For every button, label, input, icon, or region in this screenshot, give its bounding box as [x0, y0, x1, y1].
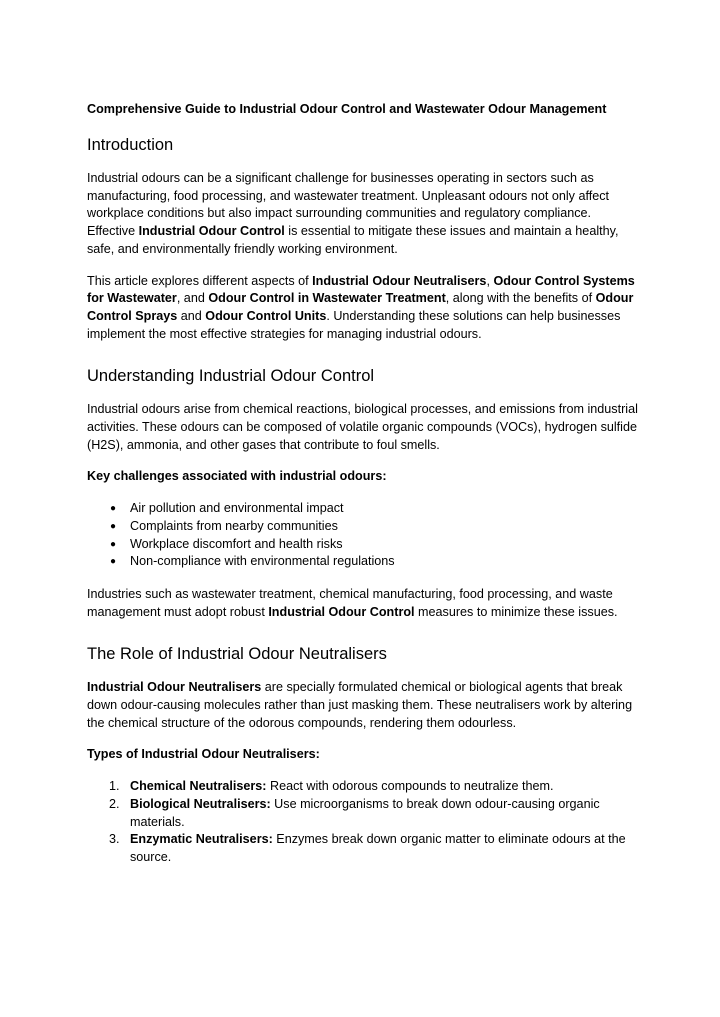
- type-name: Chemical Neutralisers:: [130, 779, 267, 794]
- text-run: Industrial odours can be a significant challenge for businesses operating in sectors such as manufacturing, food processing, and wastewater treatment. Unpleasant odours not only affect workplace conditions but also impact surrounding communities and regulatory compliance. Effective: [87, 171, 610, 239]
- list-item: [87, 796, 640, 831]
- type-description: Enzymes break down organic matter to eliminate odours at the source.: [130, 832, 626, 864]
- text-run: , along with the benefits of: [445, 291, 596, 306]
- text-run: ,: [486, 273, 494, 288]
- text-run: and: [177, 308, 206, 323]
- intro-paragraph-2: [87, 273, 640, 344]
- bold-term: Industrial Odour Control: [138, 224, 285, 239]
- text-run: are specially formulated chemical or biological agents that break down odour-causing molecules rather than just masking them. These neutralisers work by altering the chemical structure of the odorous compounds, rendering them odourless.: [87, 680, 633, 730]
- neutralisers-paragraph-1: [87, 679, 640, 732]
- list-item-text: Complaints from nearby communities: [130, 518, 338, 533]
- text-run: is essential to mitigate these issues and maintain a healthy, safe, and environmentally friendly working environment.: [87, 224, 619, 256]
- list-number: 1.: [109, 779, 120, 794]
- bold-term: Odour Control in Wastewater Treatment: [208, 291, 446, 306]
- bullet-icon: ●: [110, 503, 117, 515]
- list-item: [87, 831, 640, 866]
- list-item-text: Non-compliance with environmental regulations: [130, 554, 395, 569]
- bold-term: Odour Control Sprays: [87, 291, 634, 323]
- list-item-text: Air pollution and environmental impact: [130, 501, 344, 516]
- list-item: [87, 518, 640, 536]
- text-run: . Understanding these solutions can help businesses implement the most effective strategies for managing industrial odours.: [87, 308, 621, 341]
- type-name: Biological Neutralisers:: [130, 796, 271, 811]
- understanding-paragraph-1: Industrial odours arise from chemical reactions, biological processes, and emissions from industrial activities. These odours can be composed of volatile organic compounds (VOCs), hydrogen sulfide (H2S), ammonia, and other gases that contribute to foul smells.: [87, 402, 638, 452]
- section-heading-introduction: Introduction: [87, 136, 174, 154]
- text-run: Industries such as wastewater treatment, chemical manufacturing, food processing, and waste management must adopt robust: [87, 586, 613, 619]
- text-run: This article explores different aspects of: [87, 273, 313, 288]
- bullet-icon: ●: [110, 520, 117, 532]
- bold-term: Odour Control Units: [205, 308, 327, 323]
- understanding-paragraph-2: [87, 586, 640, 621]
- types-subheading: Types of Industrial Odour Neutralisers:: [87, 747, 320, 762]
- text-run: , and: [176, 291, 209, 306]
- challenges-subheading: Key challenges associated with industrial odours:: [87, 469, 387, 484]
- intro-paragraph-1: [87, 170, 640, 259]
- section-heading-neutralisers: The Role of Industrial Odour Neutralisers: [87, 645, 387, 664]
- list-item: [87, 536, 640, 554]
- list-item: [87, 500, 640, 518]
- list-number: 2.: [109, 796, 120, 811]
- document-title: Comprehensive Guide to Industrial Odour Control and Wastewater Odour Management: [87, 102, 607, 116]
- bullet-icon: ●: [110, 556, 117, 568]
- bold-term: Industrial Odour Control: [268, 604, 415, 619]
- bold-term: Odour Control Systems for Wastewater: [87, 273, 635, 306]
- list-item: [87, 778, 640, 796]
- section-heading-understanding: Understanding Industrial Odour Control: [87, 367, 375, 386]
- type-description: React with odorous compounds to neutralize them.: [266, 779, 554, 794]
- challenges-list: [87, 500, 640, 571]
- type-name: Enzymatic Neutralisers:: [130, 832, 273, 847]
- bold-term: Industrial Odour Neutralisers: [87, 680, 262, 695]
- text-run: measures to minimize these issues.: [414, 604, 618, 619]
- neutraliser-types-list: [87, 778, 640, 867]
- type-description: Use microorganisms to break down odour-causing organic materials.: [130, 796, 600, 829]
- bullet-icon: ●: [110, 538, 117, 550]
- list-item-text: Workplace discomfort and health risks: [130, 536, 343, 551]
- bold-term: Industrial Odour Neutralisers: [312, 273, 487, 288]
- list-number: 3.: [109, 832, 120, 847]
- list-item: [87, 553, 640, 571]
